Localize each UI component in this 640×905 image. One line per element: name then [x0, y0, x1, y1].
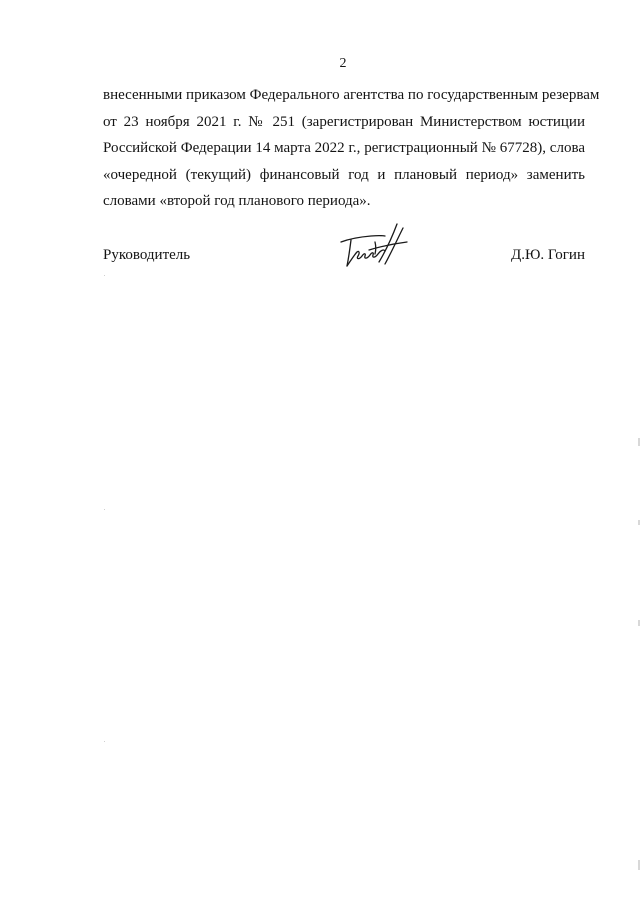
- paragraph-line-3: Российской Федерации 14 марта 2022 г., регистрационный № 67728), слова: [103, 140, 585, 156]
- paragraph-line-2: от 23 ноября 2021 г. № 251 (зарегистрирован Министерством юстиции: [103, 113, 585, 130]
- handwritten-signature-icon: [335, 220, 413, 276]
- signatory-name: Д.Ю. Гогин: [511, 247, 585, 263]
- signature-block: [103, 246, 585, 276]
- paragraph-line-1: внесенными приказом Федерального агентства по государственным резервам: [103, 87, 600, 103]
- scan-speck: [104, 275, 105, 276]
- amendment-paragraph: [103, 82, 600, 215]
- paragraph-line-4: «очередной (текущий) финансовый год и плановый период» заменить: [103, 166, 585, 183]
- scan-speck: [104, 741, 105, 742]
- page-number: 2: [339, 56, 347, 71]
- signatory-position: Руководитель: [103, 247, 191, 263]
- scan-speck: [104, 509, 105, 510]
- paragraph-line-5: словами «второй год планового периода».: [103, 193, 371, 209]
